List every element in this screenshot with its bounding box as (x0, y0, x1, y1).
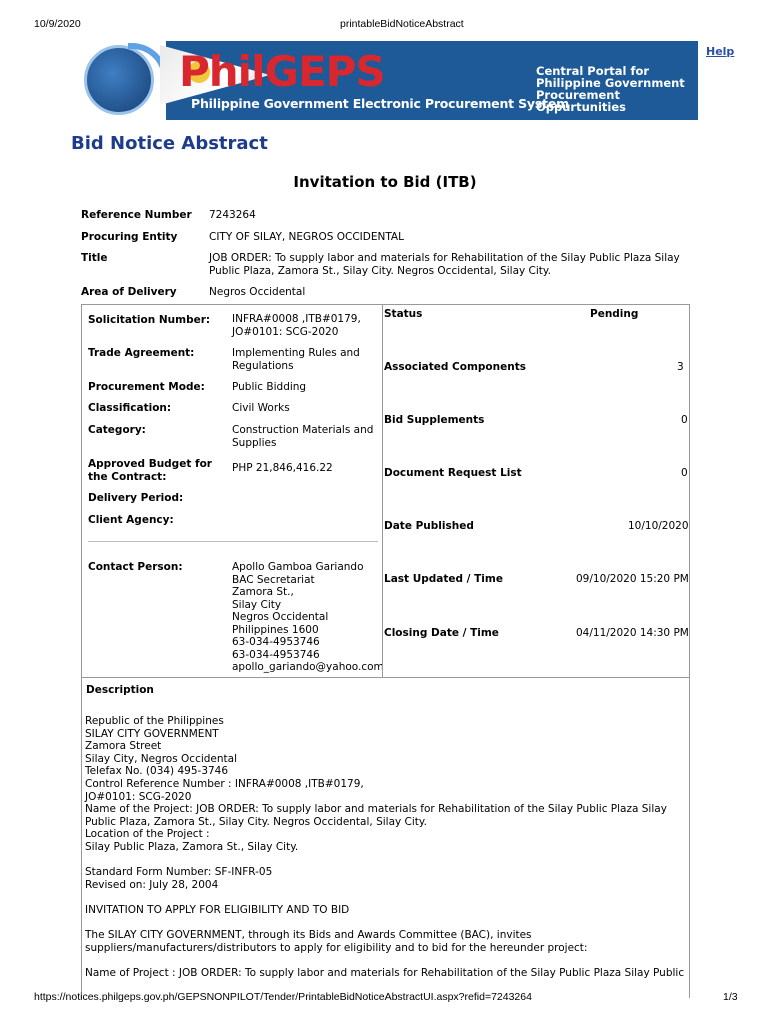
print-page-title: printableBidNoticeAbstract (340, 18, 464, 30)
description-line: INVITATION TO APPLY FOR ELIGIBILITY AND TO BID (85, 903, 350, 916)
portal-line-2: Philippine Government (536, 76, 685, 90)
description-line: Name of the Project: JOB ORDER: To supply labor and materials for Rehabilitation of the Silay Public Plaza Silay (85, 803, 667, 816)
description-line: SILAY CITY GOVERNMENT (85, 727, 219, 740)
area-of-delivery-value: Negros Occidental (209, 286, 306, 298)
reference-number-label: Reference Number (81, 209, 192, 221)
date-published-label: Date Published (384, 520, 474, 532)
portal-line-3: Procurement Oppurtunities (536, 88, 626, 114)
area-of-delivery-label: Area of Delivery (81, 286, 177, 298)
print-url: https://notices.philgeps.gov.ph/GEPSNONPILOT/Tender/PrintableBidNoticeAbstractUI.aspx?refid=7243264 (34, 991, 532, 1003)
description-line: Control Reference Number : INFRA#0008 ,ITB#0179, (85, 777, 364, 790)
print-date: 10/9/2020 (34, 18, 81, 30)
procuring-entity-value: CITY OF SILAY, NEGROS OCCIDENTAL (209, 231, 404, 243)
associated-components-value: 3 (677, 361, 684, 373)
portal-line-1: Central Portal for (536, 64, 650, 78)
philgeps-banner (76, 41, 698, 120)
solicitation-number-label: Solicitation Number: (88, 314, 211, 326)
description-line (85, 917, 684, 930)
description-line: JO#0101: SCG-2020 (85, 790, 192, 803)
description-line: Silay City, Negros Occidental (85, 752, 238, 765)
brand-phil: Phil (179, 47, 265, 96)
client-agency-label: Client Agency: (88, 514, 174, 526)
contact-line: Zamora St., (232, 586, 294, 598)
page-title: Bid Notice Abstract (71, 133, 268, 154)
trade-agreement-label: Trade Agreement: (88, 347, 195, 359)
description-line (85, 954, 684, 967)
description-line: Public Plaza, Zamora St., Silay City. Negros Occidental, Silay City. (85, 815, 427, 828)
section-title: Invitation to Bid (ITB) (293, 173, 477, 191)
title-label: Title (81, 252, 108, 264)
contact-line: BAC Secretariat (232, 573, 315, 586)
classification-value: Civil Works (232, 402, 290, 414)
classification-label: Classification: (88, 402, 172, 414)
print-page-number: 1/3 (723, 991, 738, 1003)
contact-line: Philippines 1600 (232, 623, 319, 636)
bid-supplements-value: 0 (681, 414, 688, 426)
portal-tagline (536, 65, 696, 113)
status-value: Pending (590, 308, 639, 320)
contact-person-block (232, 561, 384, 674)
closing-date-value: 04/11/2020 14:30 PM (576, 627, 689, 639)
banner-subtitle: Philippine Government Electronic Procurement System (191, 96, 569, 111)
last-updated-label: Last Updated / Time (384, 573, 503, 585)
description-line: Standard Form Number: SF-INFR-05 (85, 866, 273, 879)
description-line: Republic of the Philippines (85, 715, 224, 727)
category-label: Category: (88, 424, 146, 436)
date-published-value: 10/10/2020 (628, 520, 689, 532)
procurement-mode-value: Public Bidding (232, 381, 307, 393)
trade-agreement-line-1: Implementing Rules and (232, 347, 360, 359)
contact-email: apollo_gariando@yahoo.com (232, 661, 384, 673)
trade-agreement-line-2: Regulations (232, 360, 294, 372)
status-label: Status (384, 308, 423, 320)
last-updated-value: 09/10/2020 15:20 PM (576, 573, 689, 585)
description-line: suppliers/manufacturers/distributors to apply for eligibility and to bid for the hereunder project: (85, 941, 588, 954)
description-line: Name of Project : JOB ORDER: To supply labor and materials for Rehabilitation of the Silay Public Plaza Silay Public (85, 966, 685, 979)
approved-budget-label-line-2: the Contract: (88, 471, 167, 483)
title-value-line-1: JOB ORDER: To supply labor and materials for Rehabilitation of the Silay Public Plaza Silay (209, 252, 680, 264)
closing-date-label: Closing Date / Time (384, 627, 499, 639)
procuring-entity-label: Procuring Entity (81, 231, 178, 243)
contact-phone: 63-034-4953746 (232, 636, 320, 648)
description-line (85, 891, 684, 904)
description-line: Location of the Project : (85, 828, 210, 841)
contact-fax: 63-034-4953746 (232, 648, 320, 661)
category-line-2: Supplies (232, 437, 277, 449)
description-label: Description (86, 684, 154, 696)
client-agency-divider (88, 541, 378, 542)
category-line-1: Construction Materials and (232, 424, 374, 436)
solicitation-number-line-1: INFRA#0008 ,ITB#0179, (232, 313, 361, 325)
document-request-list-value: 0 (681, 467, 688, 479)
approved-budget-value: PHP 21,846,416.22 (232, 462, 333, 474)
description-line: The SILAY CITY GOVERNMENT, through its Bids and Awards Committee (BAC), invites (85, 929, 532, 942)
procurement-mode-label: Procurement Mode: (88, 381, 205, 393)
description-line: Silay Public Plaza, Zamora St., Silay City. (85, 840, 299, 853)
description-line: Zamora Street (85, 740, 162, 753)
bid-supplements-label: Bid Supplements (384, 414, 485, 426)
philgeps-logo (179, 47, 385, 96)
contact-line: Silay City (232, 598, 282, 611)
brand-geps: GEPS (264, 47, 385, 96)
reference-number-value: 7243264 (209, 209, 256, 221)
approved-budget-label-line-1: Approved Budget for (88, 458, 212, 470)
description-line: Telefax No. (034) 495-3746 (85, 765, 229, 778)
contact-line: Apollo Gamboa Gariando (232, 561, 364, 573)
description-text (85, 715, 684, 979)
document-request-list-label: Document Request List (384, 467, 522, 479)
contact-line: Negros Occidental (232, 611, 329, 623)
associated-components-label: Associated Components (384, 361, 526, 373)
title-value-line-2: Public Plaza, Zamora St., Silay City. Negros Occidental, Silay City. (209, 265, 551, 277)
banner-logo-area (76, 41, 166, 120)
description-line: Revised on: July 28, 2004 (85, 878, 219, 891)
solicitation-number-line-2: JO#0101: SCG-2020 (232, 326, 339, 338)
help-link[interactable]: Help (706, 45, 735, 58)
description-line (85, 854, 684, 867)
contact-person-label: Contact Person: (88, 561, 183, 573)
delivery-period-label: Delivery Period: (88, 492, 184, 504)
